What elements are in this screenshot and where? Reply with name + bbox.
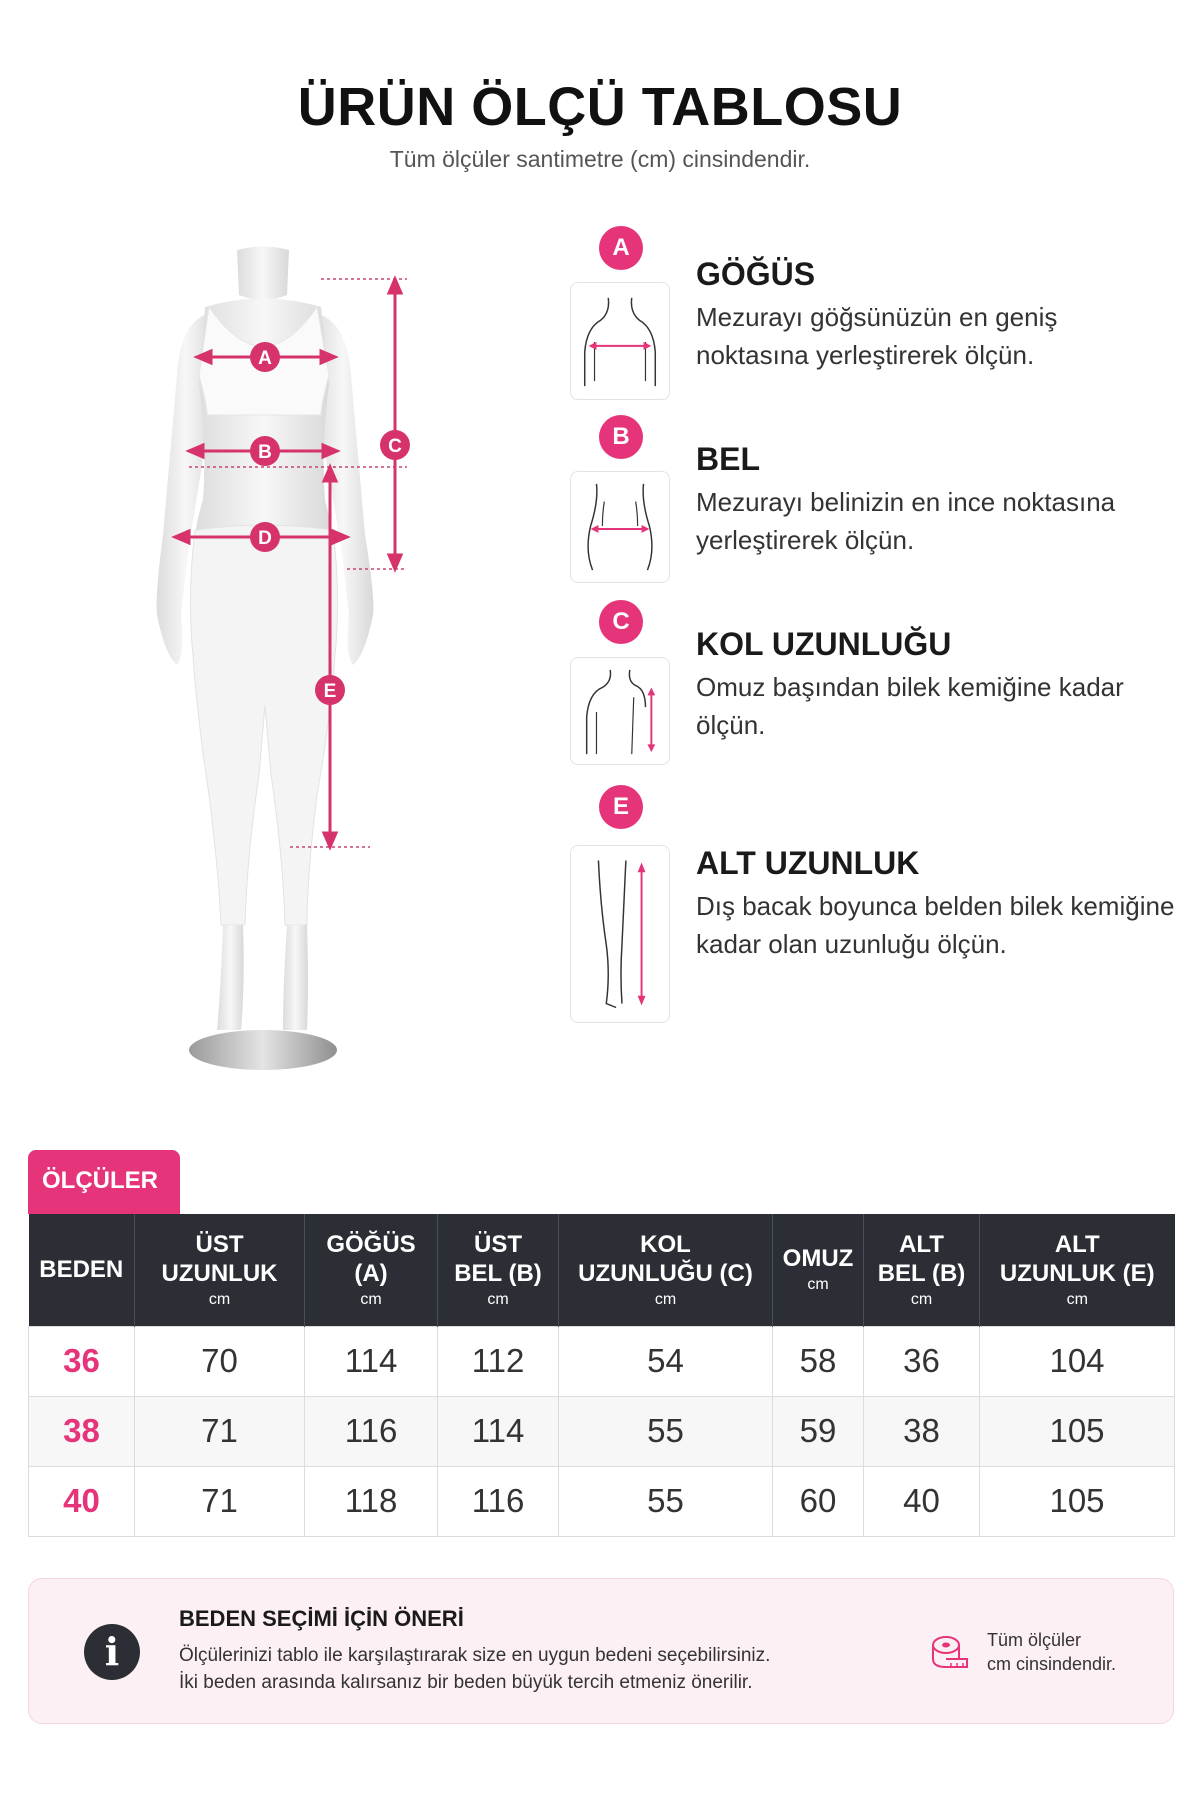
figure-label-d: D: [258, 528, 272, 549]
badge-c: C: [599, 600, 643, 644]
recommendation-title: BEDEN SEÇİMİ İÇİN ÖNERİ: [179, 1606, 464, 1631]
figure-label-c: C: [388, 436, 402, 457]
size-cell: 36: [29, 1326, 135, 1396]
table-cell: 114: [305, 1326, 438, 1396]
sleeve-title: KOL UZUNLUĞU: [696, 626, 952, 662]
info-icon: i: [84, 1624, 140, 1680]
table-cell: 36: [864, 1326, 980, 1396]
col-header-shoulder: OMUZ cm: [773, 1214, 864, 1326]
figure-label-e: E: [323, 681, 337, 702]
col-header-size: BEDEN: [29, 1214, 135, 1326]
size-cell: 40: [29, 1466, 135, 1536]
sleeve-measure-icon: [571, 658, 669, 764]
table-cell: 114: [438, 1396, 559, 1466]
page-title: ÜRÜN ÖLÇÜ TABLOSU: [297, 77, 903, 137]
waist-measure-icon: [571, 472, 669, 582]
badge-e: E: [599, 785, 643, 829]
waist-title: BEL: [696, 441, 760, 477]
chest-title: GÖĞÜS: [696, 256, 816, 292]
table-cell: 60: [773, 1466, 864, 1536]
col-header-sleeve-length: KOL UZUNLUĞU (C) cm: [559, 1214, 773, 1326]
side-note-line-2: cm cinsindendir.: [987, 1654, 1117, 1674]
table-header-row: [29, 1214, 1175, 1326]
table-cell: 54: [559, 1326, 773, 1396]
table-cell: 112: [438, 1326, 559, 1396]
length-description: Dış bacak boyunca belden bilek kemiğine kadar olan uzunluğu ölçün.: [696, 891, 1175, 959]
col-header-bottom-length: ALT UZUNLUK (E) cm: [980, 1214, 1175, 1326]
badge-a: A: [599, 226, 643, 270]
waist-thumbnail: [570, 471, 670, 583]
figure-label-a: A: [258, 348, 272, 369]
col-header-bottom-waist: ALT BEL (B) cm: [864, 1214, 980, 1326]
length-measure-icon: [571, 846, 669, 1022]
size-table: [28, 1214, 1175, 1537]
side-note-line-1: Tüm ölçüler: [987, 1630, 1082, 1650]
chest-thumbnail: [570, 282, 670, 400]
table-cell: 38: [864, 1396, 980, 1466]
waist-description: Mezurayı belinizin en ince noktasına yerleştirerek ölçün.: [696, 487, 1116, 555]
measurements-tab: ÖLÇÜLER: [28, 1150, 180, 1214]
badge-b: B: [599, 415, 643, 459]
page-subtitle: Tüm ölçüler santimetre (cm) cinsindendir.: [389, 146, 811, 172]
table-cell: 71: [135, 1396, 305, 1466]
size-cell: 38: [29, 1396, 135, 1466]
table-cell: 104: [980, 1326, 1175, 1396]
recommendation-line-1: Ölçülerinizi tablo ile karşılaştırarak size en uygun bedeni seçebilirsiniz.: [179, 1645, 771, 1666]
table-cell: 59: [773, 1396, 864, 1466]
sleeve-description: Omuz başından bilek kemiğine kadar ölçün.: [696, 672, 1124, 740]
table-cell: 71: [135, 1466, 305, 1536]
measuring-tape-icon: [929, 1631, 971, 1673]
col-header-top-length: ÜST UZUNLUK cm: [135, 1214, 305, 1326]
table-row: [29, 1396, 1175, 1466]
sleeve-thumbnail: [570, 657, 670, 765]
chest-measure-icon: [571, 283, 669, 399]
table-cell: 105: [980, 1396, 1175, 1466]
length-title: ALT UZUNLUK: [696, 845, 920, 881]
measure-item-sleeve: [570, 600, 1170, 750]
recommendation-line-2: İki beden arasında kalırsanız bir beden büyük tercih etmeniz önerilir.: [179, 1672, 753, 1693]
table-cell: 118: [305, 1466, 438, 1536]
length-thumbnail: [570, 845, 670, 1023]
measure-item-length: [570, 785, 1175, 1025]
table-cell: 105: [980, 1466, 1175, 1536]
measure-item-waist: [570, 415, 1170, 565]
recommendation-box: [28, 1578, 1174, 1724]
table-cell: 58: [773, 1326, 864, 1396]
table-cell: 70: [135, 1326, 305, 1396]
table-cell: 55: [559, 1466, 773, 1536]
figure-label-b: B: [258, 442, 272, 463]
table-cell: 116: [438, 1466, 559, 1536]
measure-item-chest: [570, 226, 1170, 376]
mannequin-illustration: [85, 235, 485, 1085]
table-row: [29, 1466, 1175, 1536]
table-cell: 40: [864, 1466, 980, 1536]
col-header-chest: GÖĞÜS (A) cm: [305, 1214, 438, 1326]
chest-description: Mezurayı göğsünüzün en geniş noktasına yerleştirerek ölçün.: [696, 302, 1058, 370]
table-row: [29, 1326, 1175, 1396]
mannequin-figure: [85, 235, 485, 1085]
col-header-top-waist: ÜST BEL (B) cm: [438, 1214, 559, 1326]
table-cell: 116: [305, 1396, 438, 1466]
stand-base: [189, 1030, 337, 1070]
table-cell: 55: [559, 1396, 773, 1466]
